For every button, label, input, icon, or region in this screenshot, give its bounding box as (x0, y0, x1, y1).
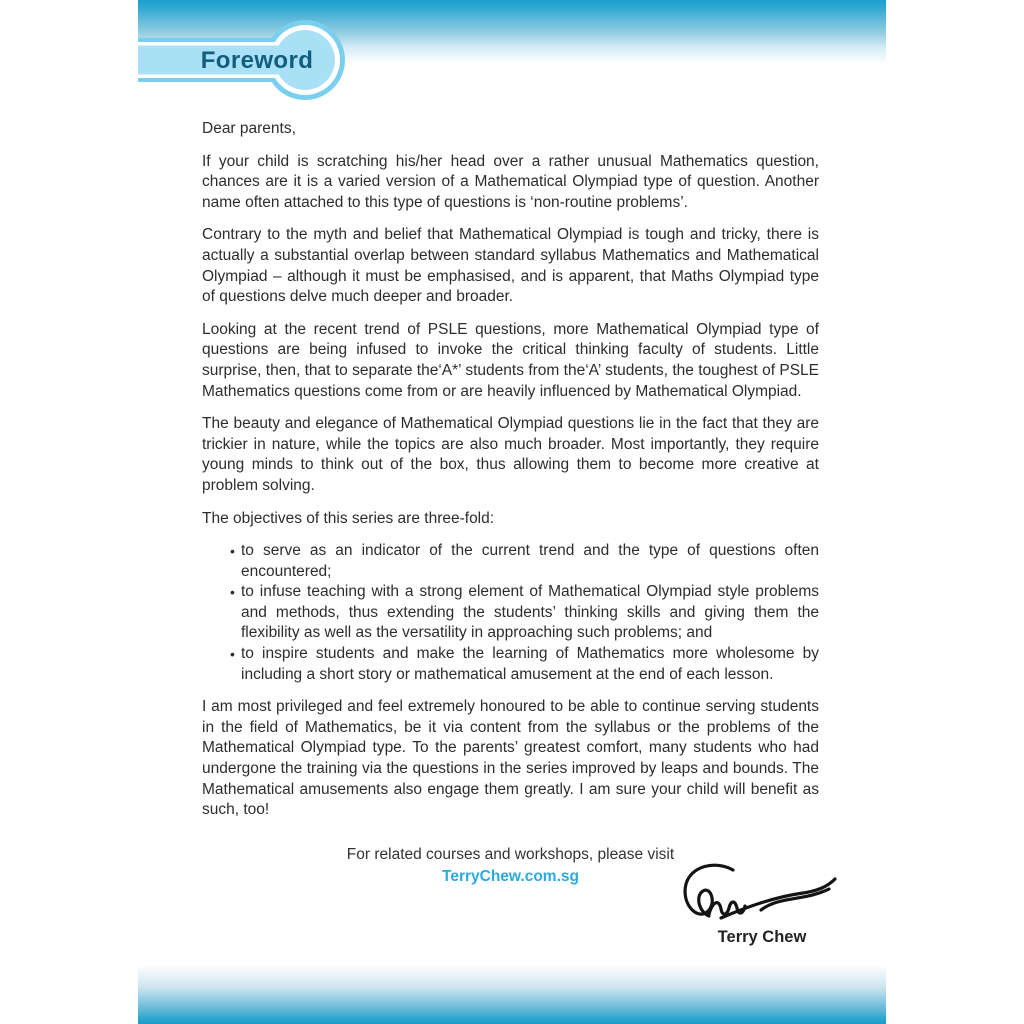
paragraph: Looking at the recent trend of PSLE questions, more Mathematical Olympiad type of questions are being infused to invoke the critical thinking faculty of students. Little surprise, then, that to separate the‘A*’ students from the‘A’ students, the toughest of PSLE Mathematics questions come from or are heavily influenced by Mathematical Olympiad. (202, 320, 819, 400)
bullet-item: • to inspire students and make the learning of Mathematics more wholesome by including a short story or mathematical amusement at the end of each lesson. (241, 644, 819, 685)
signature-scribble-image (677, 858, 847, 928)
paragraph: If your child is scratching his/her head over a rather unusual Mathematics question, chances are it is a varied version of a Mathematical Olympiad type of question. Another name often attached to this type of questions is ‘non-routine problems’. (202, 152, 819, 211)
greeting: Dear parents, (202, 120, 296, 137)
cta-text: For related courses and workshops, please visit (346, 845, 675, 863)
signature-name: Terry Chew (717, 928, 807, 946)
bottom-gradient-band (138, 964, 886, 1024)
closing-paragraph: I am most privileged and feel extremely honoured to be able to continue serving students in the field of Mathematics, be it via content from the syllabus or the problems of the Mathematical Olympiad type. To the parents’ greatest comfort, many students who had undergone the training via the questions in the series improved by leaps and bounds. The Mathematical amusements also engage them greatly. I am sure your child will benefit as such, too! (202, 698, 819, 819)
paragraph: The beauty and elegance of Mathematical Olympiad questions lie in the fact that they are trickier in nature, while the topics are also much broader. Most importantly, they require young minds to think out of the box, thus allowing them to become more creative at problem solving. (202, 415, 819, 494)
objectives-intro: The objectives of this series are three-fold: (202, 509, 495, 527)
bullet-item: • to infuse teaching with a strong element of Mathematical Olympiad style problems and methods, thus extending the students’ thinking skills and giving them the flexibility as well as the versatility in approaching such problems; and (241, 582, 819, 644)
objectives-list (202, 541, 819, 685)
signature-block (672, 858, 852, 947)
bullet-item: • to serve as an indicator of the current trend and the type of questions often encountered; (241, 541, 819, 582)
paragraph: Contrary to the myth and belief that Mathematical Olympiad is tough and tricky, there is actually a substantial overlap between standard syllabus Mathematics and Mathematical Olympiad – although it must be emphasised, and is apparent, that Maths Olympiad type of questions delve much deeper and broader. (202, 226, 819, 306)
page-title: Foreword (200, 47, 314, 74)
book-page (138, 0, 886, 1024)
website-link[interactable]: TerryChew.com.sg (442, 868, 579, 886)
letter-body (138, 0, 886, 888)
